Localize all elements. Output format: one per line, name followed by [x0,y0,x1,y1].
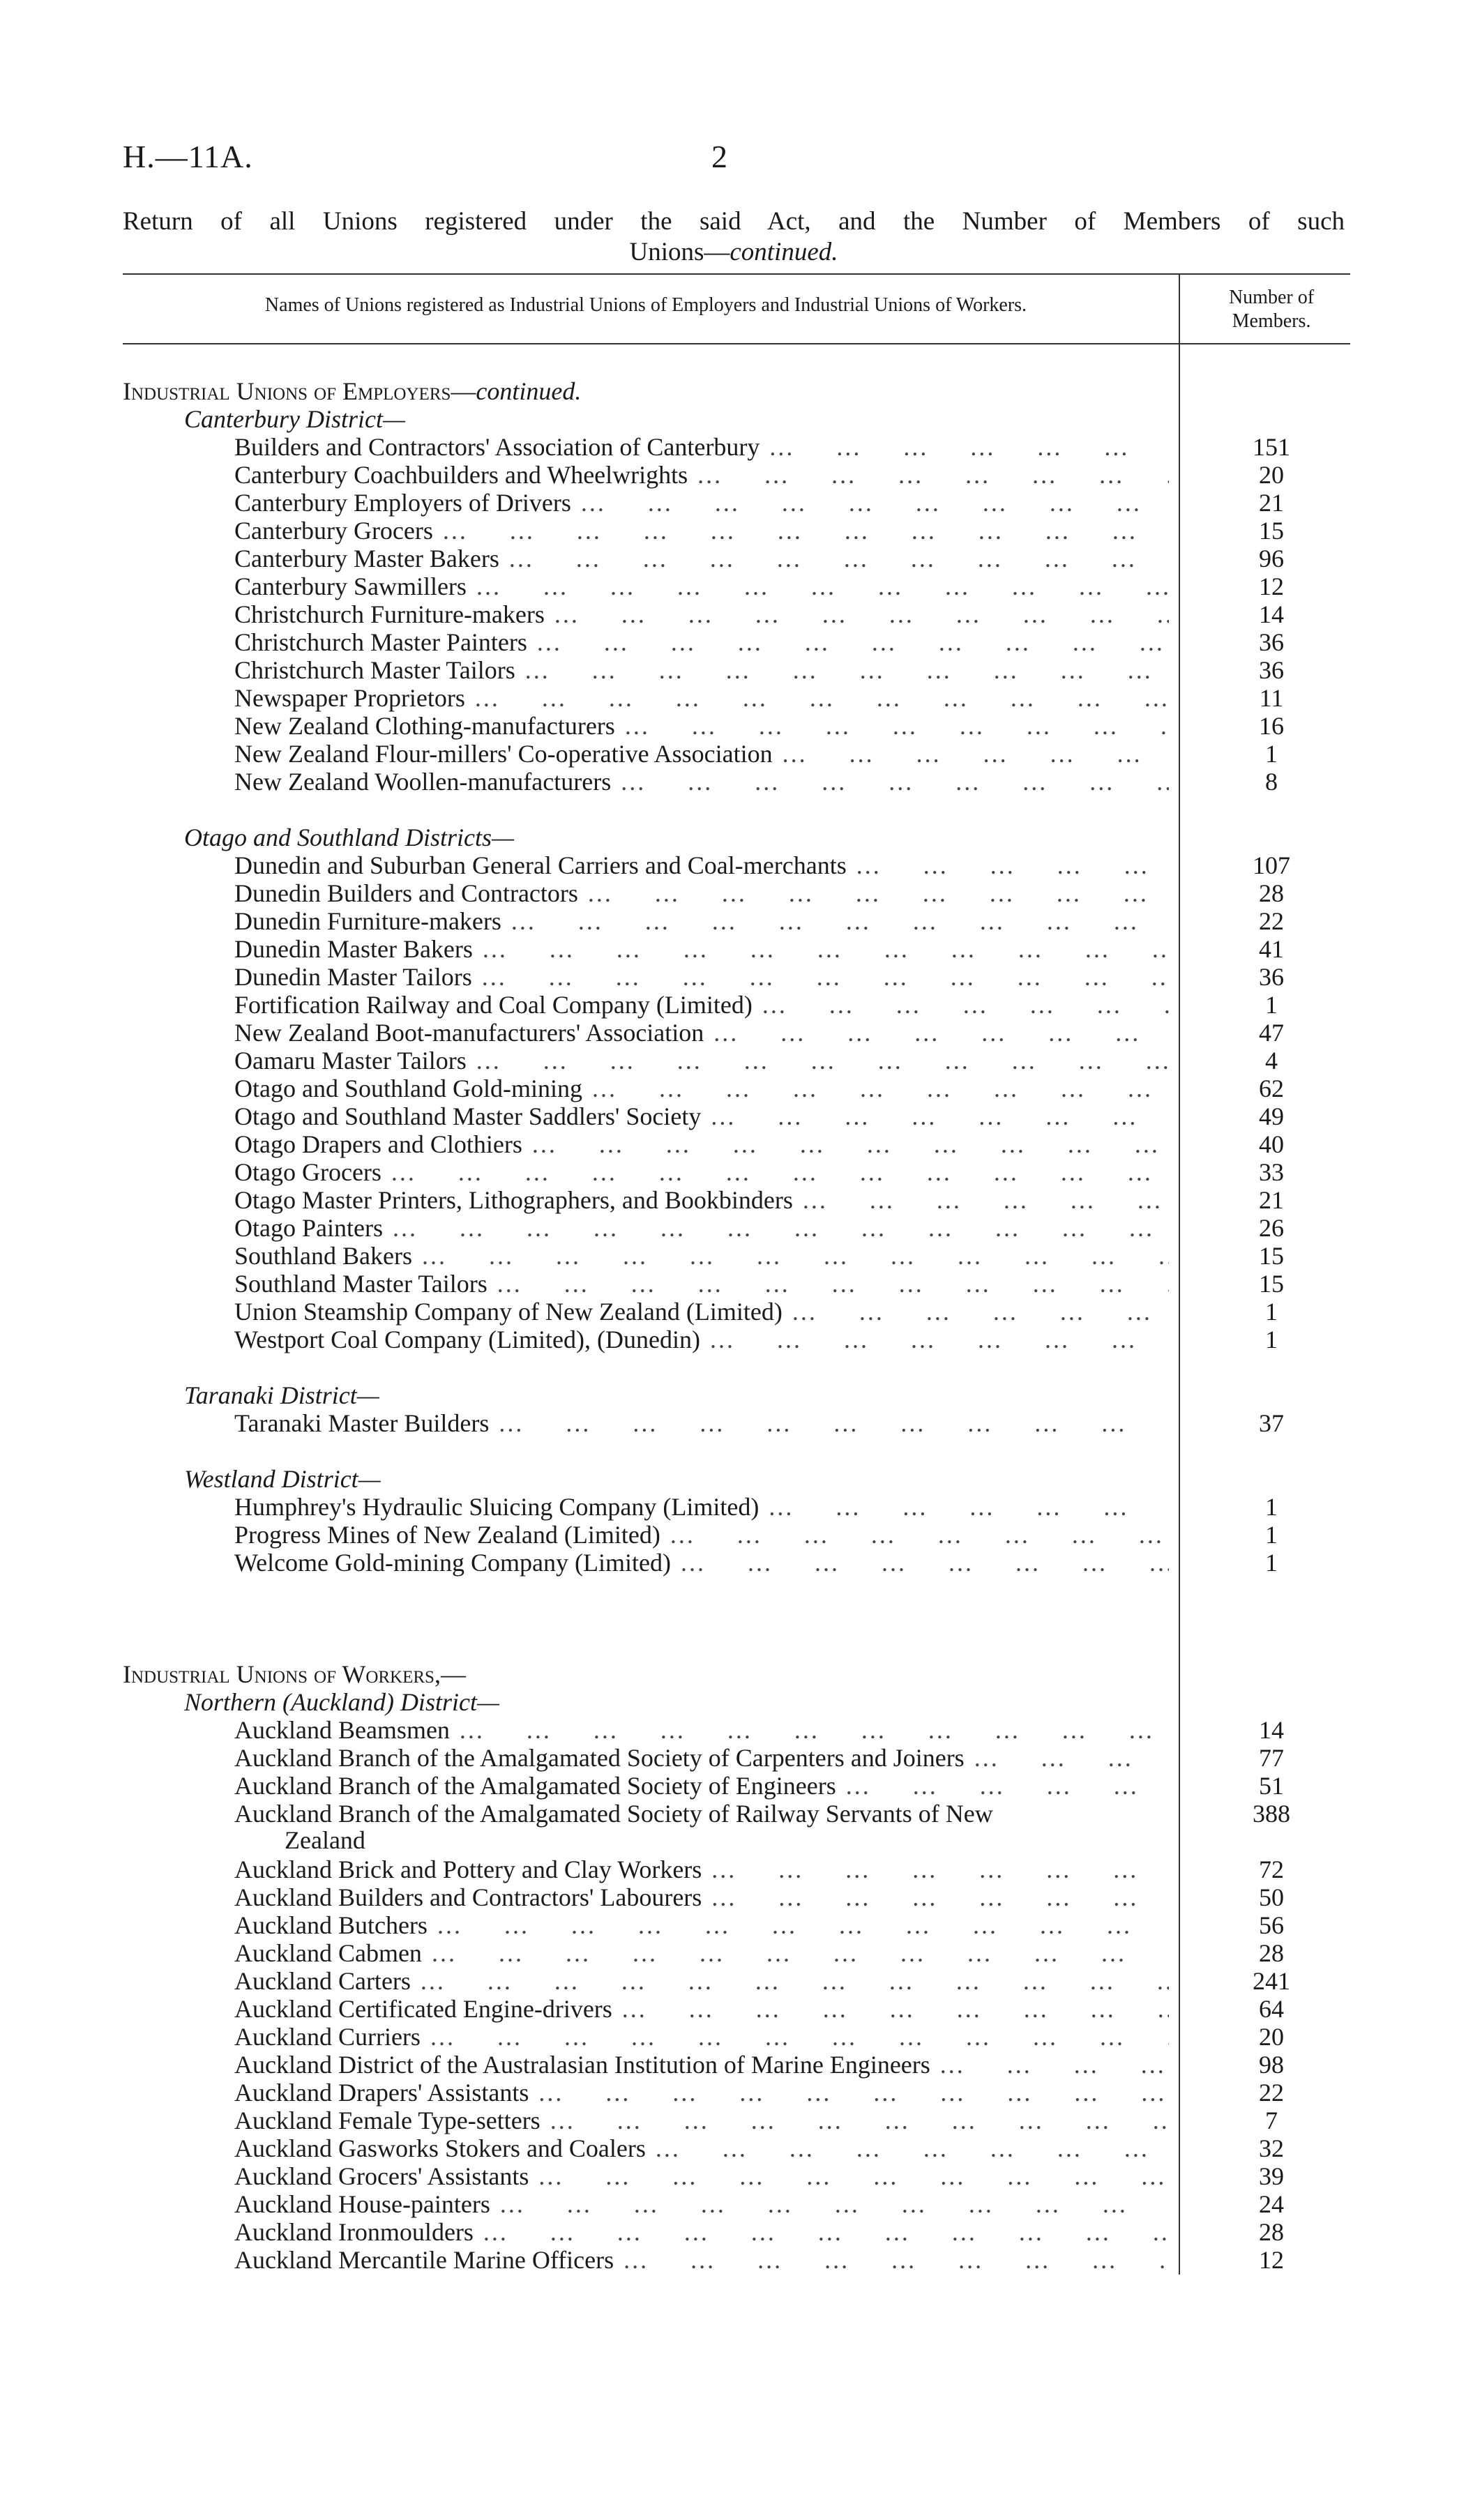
member-count: 39 [1259,2162,1284,2190]
union-row [234,1018,1169,1047]
union-row [234,1520,1169,1549]
union-name: Auckland Ironmoulders [234,2218,474,2246]
member-count: 28 [1259,1939,1284,1967]
union-name-continuation: Zealand [285,1826,365,1854]
union-name: Auckland Mercantile Marine Officers [234,2246,614,2274]
union-row [234,1213,1169,1243]
union-row [234,1994,1169,2024]
union-row [234,1297,1169,1326]
union-name: Union Steamship Company of New Zealand (Limited) [234,1298,783,1326]
member-count: 98 [1259,2051,1284,2079]
leader-dots [847,851,1169,880]
union-name: Auckland Butchers [234,1911,428,1939]
member-count: 40 [1259,1130,1284,1158]
leader-dots [688,460,1169,489]
union-name: Dunedin and Suburban General Carriers and Coal-merchants [234,851,847,879]
member-count: 12 [1259,2246,1284,2274]
leader-dots [700,1325,1169,1354]
union-row [234,2106,1169,2135]
member-count: 56 [1259,1911,1284,1939]
union-row [234,1074,1169,1103]
leader-dots [773,739,1169,768]
union-name: Auckland Grocers' Assistants [234,2162,529,2190]
union-name: Auckland Brick and Pottery and Clay Workers [234,1855,702,1883]
leader-dots [612,1994,1169,2024]
section-heading-suffix: continued. [476,377,582,405]
member-count: 24 [1259,2190,1284,2218]
member-count: 64 [1259,1995,1284,2023]
leader-dots [582,1074,1169,1103]
leader-dots [515,655,1169,685]
union-row [234,990,1169,1019]
member-count: 20 [1259,461,1284,489]
leader-dots [783,1297,1169,1326]
union-row [234,2245,1169,2275]
leader-dots [467,1046,1169,1075]
leader-dots [611,767,1169,796]
union-name: Progress Mines of New Zealand (Limited) [234,1521,660,1549]
union-name: Auckland Branch of the Amalgamated Society of Railway Servants of New [234,1800,993,1828]
union-row [234,1325,1169,1354]
union-name: Dunedin Master Bakers [234,935,473,963]
member-count: 1 [1265,1549,1278,1577]
union-name: Dunedin Master Tailors [234,963,472,991]
member-count: 50 [1259,1883,1284,1911]
member-count: 8 [1265,768,1278,796]
union-row [234,1966,1169,1996]
union-row [234,1409,1169,1438]
member-count: 11 [1259,684,1284,712]
union-name: Auckland Branch of the Amalgamated Society of Carpenters and Joiners [234,1744,965,1772]
member-count: 28 [1259,879,1284,907]
union-name: New Zealand Woollen-manufacturers [234,768,612,796]
union-row [234,628,1169,657]
document-reference: H.—11A. [123,139,253,174]
member-count: 36 [1259,628,1284,656]
union-name: Builders and Contractors' Association of Canterbury [234,433,760,461]
union-row [234,1492,1169,1521]
leader-dots [499,544,1169,573]
leader-dots [527,628,1169,657]
member-count: 241 [1253,1967,1290,1995]
union-row [234,851,1169,880]
leader-dots [760,432,1169,462]
return-title-line2b: continued. [730,238,838,266]
leader-dots [381,1157,1169,1187]
district-heading: Canterbury District— [184,405,406,433]
district-heading: Westland District— [184,1465,381,1493]
member-count: 77 [1259,1744,1284,1772]
union-row [234,2022,1169,2051]
member-count: 1 [1265,1326,1278,1353]
union-row [234,934,1169,964]
table-column-divider [1179,273,1180,2275]
leader-dots [465,683,1169,713]
member-count: 32 [1259,2134,1284,2162]
union-row [234,1911,1169,1940]
union-name: Christchurch Furniture-makers [234,600,545,628]
union-name: Auckland Gasworks Stokers and Coalers [234,2134,646,2162]
member-count: 151 [1253,433,1290,461]
table-top-rule [123,273,1350,275]
union-name: Auckland District of the Australasian Institution of Marine Engineers [234,2051,930,2079]
union-row [234,2162,1169,2191]
union-row [234,572,1169,601]
member-count: 62 [1259,1075,1284,1102]
union-name: Christchurch Master Painters [234,628,527,656]
member-count: 49 [1259,1102,1284,1130]
section-heading-text: Industrial Unions of Employers— [123,377,476,405]
union-row [234,516,1169,545]
section-heading [123,377,581,406]
union-row [234,767,1169,796]
union-row [234,1883,1169,1912]
leader-dots [704,1018,1169,1047]
union-name: New Zealand Flour-millers' Co-operative Association [234,740,773,768]
leader-dots [702,1883,1169,1912]
leader-dots [660,1520,1169,1549]
union-name: Auckland Certificated Engine-drivers [234,1995,612,2023]
union-name: New Zealand Clothing-manufacturers [234,712,615,740]
leader-dots [473,934,1169,964]
leader-dots [759,1492,1169,1521]
union-name: Auckland Carters [234,1967,411,1995]
member-count: 26 [1259,1214,1284,1242]
leader-dots [411,1966,1169,1996]
leader-dots [930,2050,1169,2079]
union-name: Canterbury Grocers [234,517,433,545]
member-count: 47 [1259,1019,1284,1047]
return-title-line1: Return of all Unions registered under the said Act, and the Number of Members of such [123,207,1345,236]
leader-dots [522,1130,1169,1159]
leader-dots [490,2189,1169,2219]
member-count: 15 [1259,1242,1284,1270]
leader-dots [571,488,1169,517]
union-name: Auckland Builders and Contractors' Labourers [234,1883,702,1911]
member-count: 36 [1259,963,1284,991]
union-row [234,2217,1169,2247]
union-row [234,1799,1169,1828]
union-name: Oamaru Master Tailors [234,1047,467,1075]
union-name: Otago and Southland Gold-mining [234,1075,582,1102]
member-count: 12 [1259,572,1284,600]
district-heading: Taranaki District— [184,1381,379,1409]
union-name: Canterbury Employers of Drivers [234,489,571,517]
leader-dots [793,1185,1169,1215]
union-name: Christchurch Master Tailors [234,656,515,684]
union-name: Otago Painters [234,1214,383,1242]
member-count: 15 [1259,517,1284,545]
leader-dots [489,1409,1169,1438]
member-count: 15 [1259,1270,1284,1298]
union-name: Auckland Female Type-setters [234,2107,541,2134]
union-name: Dunedin Builders and Contractors [234,879,578,907]
member-count: 107 [1253,851,1290,879]
leader-dots [383,1213,1169,1243]
leader-dots [450,1715,1169,1745]
union-name: Auckland House-painters [234,2190,490,2218]
leader-dots [467,572,1169,601]
leader-dots [614,2245,1169,2275]
union-row [234,1743,1169,1773]
district-heading: Northern (Auckland) District— [184,1688,499,1716]
union-name: Otago and Southland Master Saddlers' Society [234,1102,702,1130]
union-name: Canterbury Master Bakers [234,545,499,572]
leader-dots [501,906,1169,936]
member-count: 388 [1253,1800,1290,1828]
member-count: 51 [1259,1772,1284,1800]
union-row [234,655,1169,685]
union-row [234,432,1169,462]
union-row [234,1241,1169,1270]
leader-dots [615,711,1169,741]
member-count: 14 [1259,600,1284,628]
union-name: Taranaki Master Builders [234,1409,490,1437]
union-name: Canterbury Coachbuilders and Wheelwrights [234,461,688,489]
union-name: Auckland Curriers [234,2023,421,2051]
leader-dots [836,1771,1169,1800]
member-count: 14 [1259,1716,1284,1744]
union-name: Westport Coal Company (Limited), (Dunedin) [234,1326,700,1353]
members-header-line1: Number of [1228,287,1315,308]
union-name: Otago Grocers [234,1158,381,1186]
member-count: 96 [1259,545,1284,572]
leader-dots [488,1269,1169,1298]
union-row [234,962,1169,992]
member-count: 1 [1265,740,1278,768]
union-name: Welcome Gold-mining Company (Limited) [234,1549,671,1577]
leader-dots [529,2162,1169,2191]
member-count: 1 [1265,991,1278,1019]
union-name: Otago Master Printers, Lithographers, and Bookbinders [234,1186,793,1214]
union-name: Southland Master Tailors [234,1270,488,1298]
member-count: 21 [1259,1186,1284,1214]
union-row [234,460,1169,489]
leader-dots [421,2022,1169,2051]
member-count: 1 [1265,1521,1278,1549]
members-header-line2: Members. [1232,310,1311,332]
union-row [234,1548,1169,1577]
member-count: 1 [1265,1493,1278,1521]
members-column-header [1186,286,1357,333]
union-row [234,600,1169,629]
union-name: Canterbury Sawmillers [234,572,467,600]
member-count: 41 [1259,935,1284,963]
union-name: Dunedin Furniture-makers [234,907,501,935]
union-row [234,1130,1169,1159]
district-heading: Otago and Southland Districts— [184,823,515,851]
member-count: 72 [1259,1855,1284,1883]
member-count: 28 [1259,2218,1284,2246]
leader-dots [472,962,1169,992]
union-row [234,1157,1169,1187]
union-name: Auckland Branch of the Amalgamated Society of Engineers [234,1772,836,1800]
union-row [234,1185,1169,1215]
union-name: Auckland Beamsmen [234,1716,450,1744]
union-name: Fortification Railway and Coal Company (Limited) [234,991,753,1019]
union-row [234,1269,1169,1298]
leader-dots [578,879,1169,908]
member-count: 7 [1265,2107,1278,2134]
leader-dots [433,516,1169,545]
member-count: 16 [1259,712,1284,740]
leader-dots [646,2134,1169,2163]
union-name: Auckland Cabmen [234,1939,422,1967]
union-row [234,2134,1169,2163]
member-count: 4 [1265,1047,1278,1075]
union-name: Southland Bakers [234,1242,412,1270]
leader-dots [422,1938,1169,1968]
leader-dots [753,990,1169,1019]
union-row [234,879,1169,908]
union-row [234,1046,1169,1075]
member-count: 1 [1265,1298,1278,1326]
union-name: Auckland Drapers' Assistants [234,2079,529,2107]
return-title-line2a: Unions— [629,238,730,266]
union-row [234,906,1169,936]
union-row [234,1855,1169,1884]
leader-dots [545,600,1169,629]
union-row [234,1715,1169,1745]
member-count: 37 [1259,1409,1284,1437]
union-row [234,1938,1169,1968]
leader-dots [541,2106,1169,2135]
union-name: New Zealand Boot-manufacturers' Association [234,1019,704,1047]
union-row [234,711,1169,741]
section-heading-text: Industrial Unions of Workers,— [123,1660,466,1688]
member-count: 22 [1259,907,1284,935]
member-count: 33 [1259,1158,1284,1186]
union-row [234,2078,1169,2107]
member-count: 20 [1259,2023,1284,2051]
member-count: 36 [1259,656,1284,684]
union-row [234,544,1169,573]
union-row [234,2189,1169,2219]
leader-dots [671,1548,1169,1577]
leader-dots [529,2078,1169,2107]
leader-dots [701,1102,1169,1131]
member-count: 21 [1259,489,1284,517]
leader-dots [702,1855,1169,1884]
table-header-rule [123,343,1350,344]
union-row [234,739,1169,768]
union-name: Humphrey's Hydraulic Sluicing Company (Limited) [234,1493,760,1521]
union-name: Otago Drapers and Clothiers [234,1130,522,1158]
page-number: 2 [711,139,727,174]
section-heading [123,1660,466,1689]
union-row [234,1771,1169,1800]
member-count: 22 [1259,2079,1284,2107]
leader-dots [412,1241,1169,1270]
return-title [123,206,1345,268]
leader-dots [965,1743,1169,1773]
union-name: Newspaper Proprietors [234,684,465,712]
union-row [234,683,1169,713]
names-column-header: Names of Unions registered as Industrial Unions of Employers and Industrial Unions of Workers. [264,294,1027,316]
union-row [234,1102,1169,1131]
union-row [234,488,1169,517]
union-row [234,2050,1169,2079]
leader-dots [428,1911,1169,1940]
leader-dots [474,2217,1169,2247]
